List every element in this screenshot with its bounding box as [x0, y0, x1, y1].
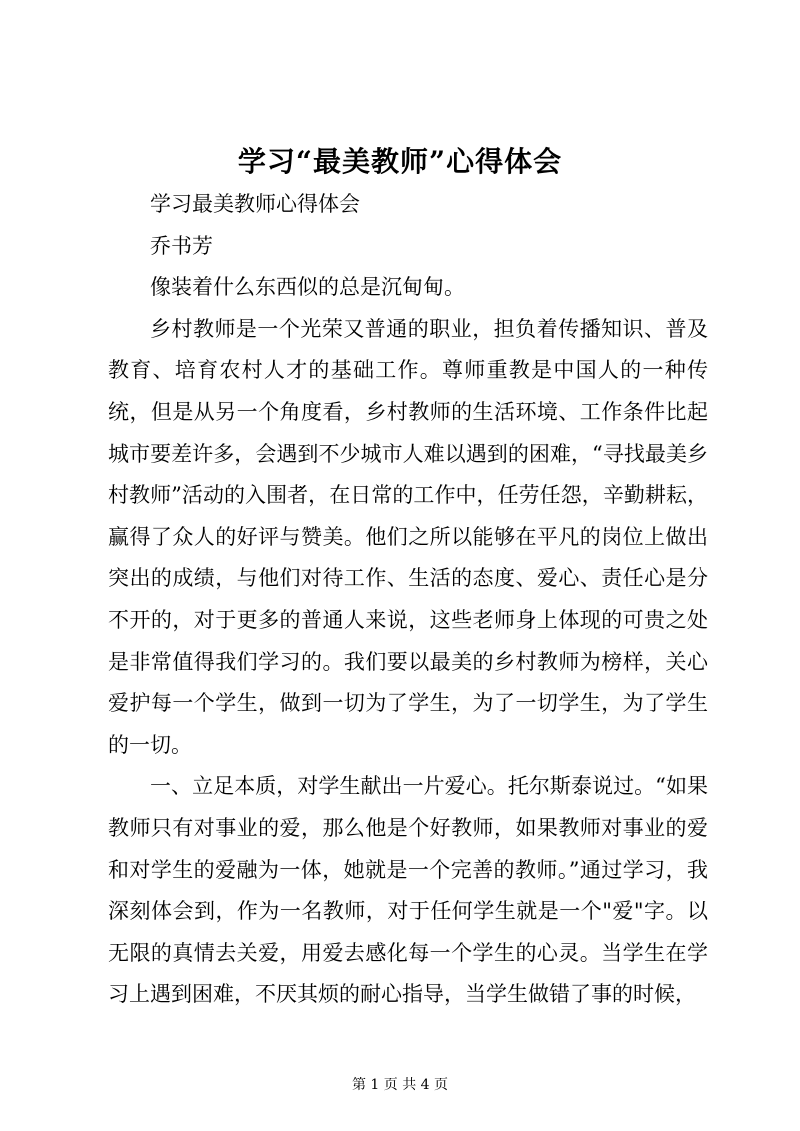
paragraph: 像装着什么东西似的总是沉甸甸。 — [150, 275, 465, 300]
page-number-footer: 第 1 页 共 4 页 — [351, 1077, 449, 1093]
paragraph: 一、立足本质，对学生献出一片爱心。托尔斯泰说过。“如果教师只有对事业的爱，那么他是个好教师，如果教师对事业的爱和对学生的爱融为一体，她就是一个完善的教师。”通过学习，我深刻体会到，作为一名教师，对于任何学生就是一个"爱"字。以无限的真情去关爱，用爱去感化每一个学生的心灵。当学生在学习上遇到困难，不厌其烦的耐心指导，当学生做错了事的时候， — [108, 774, 708, 1007]
document-title: 学习“最美教师”心得体会 — [237, 145, 563, 178]
paragraph: 乡村教师是一个光荣又普通的职业，担负着传播知识、普及教育、培育农村人才的基础工作。尊师重教是中国人的一种传统，但是从另一个角度看，乡村教师的生活环境、工作条件比起城市要差许多，会遇到不少城市人难以遇到的困难，“寻找最美乡村教师”活动的入围者，在日常的工作中，任劳任怨，辛勤耕耘，赢得了众人的好评与赞美。他们之所以能够在平凡的岗位上做出突出的成绩，与他们对待工作、生活的态度、爱心、责任心是分不开的，对于更多的普通人来说，这些老师身上体现的可贵之处是非常值得我们学习的。我们要以最美的乡村教师为榜样，关心爱护每一个学生，做到一切为了学生，为了一切学生，为了学生的一切。 — [108, 316, 708, 757]
paragraph-author: 乔书芳 — [150, 233, 213, 258]
document-body — [108, 184, 708, 1016]
paragraph-subtitle: 学习最美教师心得体会 — [150, 192, 360, 216]
